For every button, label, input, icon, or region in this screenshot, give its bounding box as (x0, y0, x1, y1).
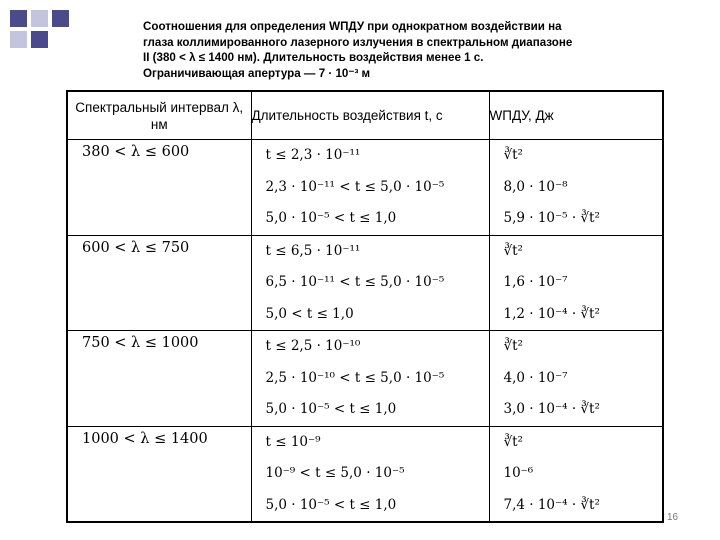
energy-value: ∛t² (503, 242, 523, 259)
duration-value: 5,0 · 10⁻⁵ < t ≤ 1,0 (265, 496, 397, 513)
table-row (67, 140, 663, 236)
duration-value: 5,0 · 10⁻⁵ < t ≤ 1,0 (265, 401, 397, 417)
table-row (67, 426, 663, 522)
square-decoration (52, 10, 69, 27)
energy-value: 4,0 · 10⁻⁷ (503, 369, 568, 386)
duration-value: t ≤ 6,5 · 10⁻¹¹ (265, 242, 361, 259)
spectral-range-cell: 1000 < λ ≤ 1400 (67, 426, 251, 522)
spectral-range-cell: 600 < λ ≤ 750 (67, 235, 251, 331)
table-row (67, 331, 663, 427)
caption-line: II (380 < λ ≤ 1400 нм). Длительность воздействия менее 1 с. (143, 51, 484, 64)
energy-cell (489, 426, 663, 522)
energy-value: 1,6 · 10⁻⁷ (503, 274, 568, 290)
duration-cell (251, 331, 489, 427)
square-decoration (10, 10, 27, 27)
duration-value: t ≤ 10⁻⁹ (265, 433, 321, 450)
square-decoration (10, 31, 27, 48)
duration-value: t ≤ 2,3 · 10⁻¹¹ (265, 147, 361, 163)
energy-value: 5,9 · 10⁻⁵ · ∛t² (503, 210, 600, 226)
page-number: 16 (667, 512, 679, 523)
energy-value: 3,0 · 10⁻⁴ · ∛t² (503, 401, 600, 417)
duration-value: 10⁻⁹ < t ≤ 5,0 · 10⁻⁵ (265, 465, 405, 481)
table-header-row (67, 91, 663, 140)
energy-value: ∛t² (503, 147, 523, 163)
caption-line: Ограничивающая апертура — 7 · 10⁻³ м (143, 66, 371, 80)
radiation-limits-table (66, 90, 664, 523)
energy-value: 7,4 · 10⁻⁴ · ∛t² (503, 496, 600, 513)
duration-cell (251, 426, 489, 522)
header-energy: WПДУ, Дж (489, 91, 663, 140)
header-spectral-range: Спектральный интервал λ, нм (67, 91, 251, 140)
energy-value: 8,0 · 10⁻⁸ (503, 178, 568, 195)
energy-value: 1,2 · 10⁻⁴ · ∛t² (503, 305, 600, 322)
energy-value: 10⁻⁶ (503, 465, 534, 481)
square-decoration (31, 10, 48, 27)
energy-value: ∛t² (503, 338, 523, 354)
square-decoration (31, 31, 48, 48)
duration-value: 5,0 · 10⁻⁵ < t ≤ 1,0 (265, 210, 397, 226)
duration-value: t ≤ 2,5 · 10⁻¹⁰ (265, 338, 361, 354)
header-duration: Длительность воздействия t, с (251, 91, 489, 140)
duration-value: 6,5 · 10⁻¹¹ < t ≤ 5,0 · 10⁻⁵ (265, 274, 445, 290)
duration-value: 5,0 < t ≤ 1,0 (265, 305, 354, 322)
duration-value: 2,3 · 10⁻¹¹ < t ≤ 5,0 · 10⁻⁵ (265, 178, 445, 195)
spectral-range-cell: 380 < λ ≤ 600 (67, 140, 251, 236)
duration-cell (251, 235, 489, 331)
caption-line: Соотношения для определения WПДУ при однократном воздействии на (143, 20, 562, 33)
spectral-range-cell: 750 < λ ≤ 1000 (67, 331, 251, 427)
duration-value: 2,5 · 10⁻¹⁰ < t ≤ 5,0 · 10⁻⁵ (265, 369, 445, 386)
energy-cell (489, 140, 663, 236)
energy-cell (489, 331, 663, 427)
energy-value: ∛t² (503, 433, 523, 450)
caption-line: глаза коллимированного лазерного излучения в спектральном диапазоне (143, 35, 573, 49)
table-caption (143, 19, 613, 81)
table-row (67, 235, 663, 331)
duration-cell (251, 140, 489, 236)
energy-cell (489, 235, 663, 331)
